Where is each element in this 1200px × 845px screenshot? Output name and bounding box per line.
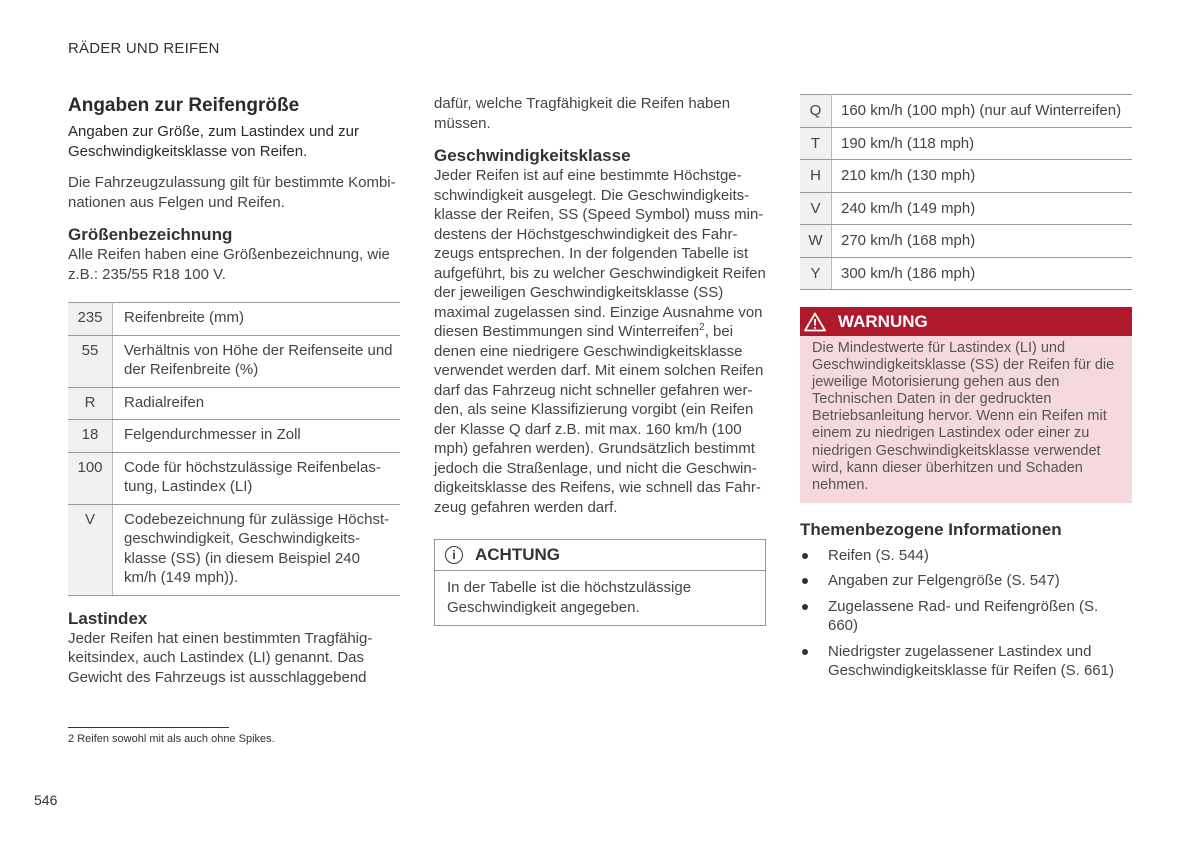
warning-title: WARNUNG xyxy=(838,311,928,331)
table-desc: 210 km/h (130 mph) xyxy=(832,160,1133,193)
column-1 xyxy=(68,94,400,687)
table-desc: 160 km/h (100 mph) (nur auf Winterreifen) xyxy=(832,95,1133,128)
table-key: Q xyxy=(800,95,832,128)
table-row xyxy=(68,452,400,504)
warning-header xyxy=(800,307,1132,336)
caution-text: In der Tabelle ist die höchstzulässige Geschwindigkeit angegeben. xyxy=(447,579,692,616)
table-desc: 240 km/h (149 mph) xyxy=(832,192,1133,225)
caution-body xyxy=(435,571,765,625)
table-key: R xyxy=(68,387,113,420)
table-key: H xyxy=(800,160,832,193)
bullet-icon xyxy=(802,604,808,610)
table-desc: 190 km/h (118 mph) xyxy=(832,127,1133,160)
table-key: W xyxy=(800,225,832,258)
table-desc: Verhältnis von Höhe der Reifenseite und der Reifenbreite (%) xyxy=(113,335,401,387)
footnote-text: Reifen sowohl mit als auch ohne Spikes. xyxy=(77,733,275,745)
load-text: Jeder Reifen hat einen bestimmten Tragfähigkeitsindex, auch Lastindex (LI) genannt. Das Gewicht des Fahrzeugs ist ausschlaggebend xyxy=(68,629,373,686)
size-text: Alle Reifen haben eine Größenbezeichnung, wie z.B.: 235/55 R18 100 V. xyxy=(68,246,390,283)
section-header: RÄDER UND REIFEN xyxy=(68,40,220,57)
page-title: Angaben zur Reifengröße xyxy=(68,95,300,116)
table-key: V xyxy=(800,192,832,225)
table-desc: Code für höchstzulässige Reifenbelastung, Lastindex (LI) xyxy=(113,452,401,504)
related-link[interactable] xyxy=(800,546,1132,566)
footnote-number: 2 xyxy=(68,733,75,745)
load-heading: Lastindex xyxy=(68,608,148,628)
table-row xyxy=(800,127,1132,160)
table-row xyxy=(68,504,400,595)
table-desc: Codebezeichnung für zulässige Höchstgeschwindigkeit, Geschwindigkeitsklasse (SS) (in diesem Beispiel 240 km/h (149 mph)). xyxy=(113,504,401,595)
warning-box xyxy=(800,307,1132,503)
table-row xyxy=(800,95,1132,128)
speed-text-part-1: Jeder Reifen ist auf eine bestimmte Höchstgeschwindigkeit ausgelegt. Die Geschwindigkeitsklasse der Reifen, SS (Speed Symbol) muss mindestens der Höchstgeschwindigkeit des Fahrzeugs entsprechen. In der folgenden Tabelle ist aufgeführt, bis zu welcher Geschwindigkeit Reifen der jeweiligen Geschwindigkeitsklasse (SS) maximal zugelassen sind. Einzige Ausnahme von diesen Bestimmungen sind Winterreifen xyxy=(434,167,766,340)
footnote-ref[interactable]: 2 xyxy=(699,322,705,333)
related-heading: Themenbezogene Informationen xyxy=(800,519,1062,539)
table-row xyxy=(68,387,400,420)
footnote xyxy=(68,733,275,745)
related-link-label[interactable]: Niedrigster zugelassener Lastindex und Geschwindigkeitsklasse für Reifen (S. 661) xyxy=(828,642,1114,680)
table-desc: 300 km/h (186 mph) xyxy=(832,257,1133,290)
footnote-divider xyxy=(68,727,229,728)
table-key: 235 xyxy=(68,303,113,336)
speed-heading: Geschwindigkeitsklasse xyxy=(434,146,631,165)
table-row xyxy=(68,335,400,387)
intro-text: Die Fahrzeugzulassung gilt für bestimmte Kombinationen aus Felgen und Reifen. xyxy=(68,174,396,211)
table-row xyxy=(68,420,400,453)
table-desc: Felgendurchmesser in Zoll xyxy=(113,420,401,453)
table-key: Y xyxy=(800,257,832,290)
speed-table xyxy=(800,94,1132,290)
table-row xyxy=(800,192,1132,225)
table-desc: Reifenbreite (mm) xyxy=(113,303,401,336)
table-key: 100 xyxy=(68,452,113,504)
table-row xyxy=(68,303,400,336)
table-key: 55 xyxy=(68,335,113,387)
speed-text-part-2: , bei denen eine niedrigere Geschwindigkeitsklasse verwendet werden darf. Mit einem solchen Reifen darf das Fahrzeug nicht schneller gefahren werden, als seine Klassifizierung vorgibt (ein Reifen der Klasse Q darf z.B. mit max. 160 km/h (100 mph) gefahren werden). Grundsätzlich bestimmt jedoch die Straßenlage, und nicht die Geschwindigkeitsklasse des Reifens, wie schnell das Fahrzeug gefahren werden darf. xyxy=(434,323,764,516)
related-link-label[interactable]: Angaben zur Felgengröße (S. 547) xyxy=(828,572,1060,590)
column-2 xyxy=(434,94,766,626)
info-circle-icon: i xyxy=(445,546,463,564)
caution-box xyxy=(434,539,766,626)
continued-text: dafür, welche Tragfähigkeit die Reifen haben müssen. xyxy=(434,95,731,132)
related-link-label[interactable]: Zugelassene Rad- und Reifengrößen (S. 660) xyxy=(828,597,1099,635)
related-link[interactable] xyxy=(800,571,1132,591)
size-heading: Größenbezeichnung xyxy=(68,225,233,244)
bullet-icon xyxy=(802,578,808,584)
related-list xyxy=(800,546,1132,681)
bullet-icon xyxy=(802,553,808,559)
table-key: T xyxy=(800,127,832,160)
table-key: V xyxy=(68,504,113,595)
table-desc: Radialreifen xyxy=(113,387,401,420)
warning-text: Die Mindestwerte für Lastindex (LI) und Geschwindigkeitsklasse (SS) der Reifen für die jeweilige Motorisierung gehen aus den Technischen Daten in der gedruckten Betriebsanleitung hervor. Wenn ein Reifen mit einem zu niedrigen Lastindex oder einer zu niedrigen Geschwindigkeitsklasse verwendet wird, kann dieser überhitzen und Schaden nehmen. xyxy=(812,340,1115,493)
table-key: 18 xyxy=(68,420,113,453)
table-desc: 270 km/h (168 mph) xyxy=(832,225,1133,258)
caution-header xyxy=(435,540,765,571)
size-table xyxy=(68,302,400,596)
warning-triangle-icon xyxy=(804,312,826,332)
bullet-icon xyxy=(802,649,808,655)
lead-text: Angaben zur Größe, zum Lastindex und zur Geschwindigkeitsklasse von Reifen. xyxy=(68,123,359,160)
related-section xyxy=(800,519,1132,681)
table-row xyxy=(800,257,1132,290)
related-link[interactable] xyxy=(800,597,1132,636)
speed-text xyxy=(434,166,766,517)
caution-title: ACHTUNG xyxy=(475,545,560,564)
table-row xyxy=(800,225,1132,258)
related-link-label[interactable]: Reifen (S. 544) xyxy=(828,546,929,564)
page-number: 546 xyxy=(34,792,58,808)
table-row xyxy=(800,160,1132,193)
column-3 xyxy=(800,94,1132,687)
related-link[interactable] xyxy=(800,642,1132,681)
